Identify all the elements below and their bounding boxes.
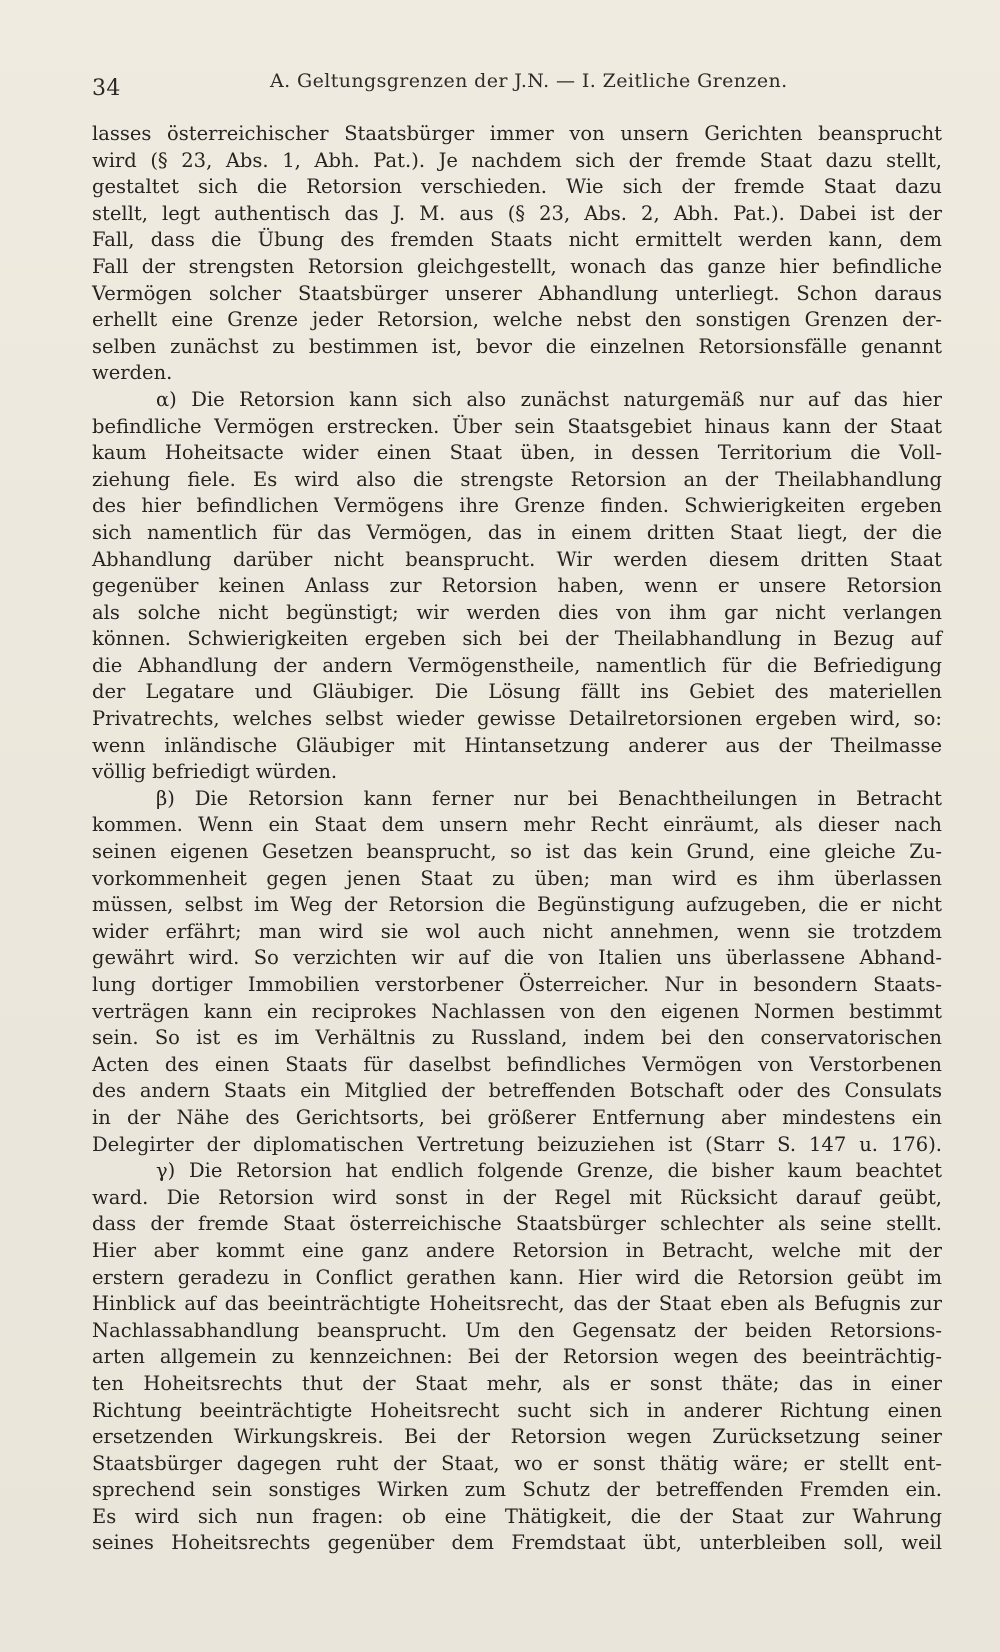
text-line: vorkommenheit gegen jenen Staat zu üben; man wird es ihm überlassen [92,866,942,890]
text-line: ziehung fiele. Es wird also die strengste Retorsion an der Theilabhandlung [92,467,942,491]
text-line: wenn inländische Gläubiger mit Hintansetzung anderer aus der Theilmasse [92,733,942,757]
text-line: des hier befindlichen Vermögens ihre Grenze finden. Schwierigkeiten ergeben [92,494,942,518]
text-line: kommen. Wenn ein Staat dem unsern mehr Recht einräumt, als dieser nach [92,813,942,837]
text-line: der Legatare und Gläubiger. Die Lösung fällt ins Gebiet des materiellen [92,680,942,704]
text-line: wird (§ 23, Abs. 1, Abh. Pat.). Je nachdem sich der fremde Staat dazu stellt, [92,148,942,172]
text-line: die Abhandlung der andern Vermögenstheile, namentlich für die Befriedigung [92,653,942,677]
text-line: Hier aber kommt eine ganz andere Retorsion in Betracht, welche mit der [92,1238,942,1262]
text-line: Abhandlung darüber nicht beansprucht. Wir werden diesem dritten Staat [92,547,942,571]
text-line: sein. So ist es im Verhältnis zu Russland, indem bei den conservatorischen [92,1026,942,1050]
paragraph-gamma-start: γ) Die Retorsion hat endlich folgende Grenze, die bisher kaum beachtet [156,1159,942,1183]
page-number: 34 [92,76,121,101]
running-head-title: A. Geltungsgrenzen der J.N. — I. Zeitliche Grenzen. [270,70,788,92]
text-line: gewährt wird. So verzichten wir auf die von Italien uns überlassene Abhand- [92,946,942,970]
text-line: lung dortiger Immobilien verstorbener Österreicher. Nur in besondern Staats- [92,973,942,996]
text-line: Vermögen solcher Staatsbürger unserer Abhandlung unterliegt. Schon daraus [92,281,942,305]
text-line: stellt, legt authentisch das J. M. aus (§ 23, Abs. 2, Abh. Pat.). Dabei ist der [92,201,942,225]
text-line [92,1557,942,1584]
text-line: befindliche Vermögen erstrecken. Über sein Staatsgebiet hinaus kann der Staat [92,414,942,438]
text-line: wider erfährt; man wird sie wol auch nicht annehmen, wenn sie trotzdem [92,919,942,943]
text-line: Privatrechts, welches selbst wieder gewisse Detailretorsionen ergeben wird, so: [92,707,942,731]
text-line: Staatsbürger dagegen ruht der Staat, wo er sonst thätig wäre; er stellt ent- [92,1451,942,1475]
text-line: kaum Hoheitsacte wider einen Staat üben, in dessen Territorium die Voll- [92,441,942,465]
text-line: ersetzenden Wirkungskreis. Bei der Retorsion wegen Zurücksetzung seiner [92,1425,942,1449]
text-line: Acten des einen Staats für daselbst befindliches Vermögen von Verstorbenen [92,1052,942,1076]
text-line: seinen eigenen Gesetzen beansprucht, so ist das kein Grund, eine gleiche Zu- [92,840,942,864]
text-line: Es wird sich nun fragen: ob eine Thätigkeit, die der Staat zur Wahrung [92,1504,942,1528]
text-line: sprechend sein sonstiges Wirken zum Schutz der betreffenden Fremden ein. [92,1478,942,1502]
text-line: dass der fremde Staat österreichische Staatsbürger schlechter als seine stellt. [92,1212,942,1236]
paragraph-beta-start: β) Die Retorsion kann ferner nur bei Benachtheilungen in Betracht [156,786,942,810]
text-line: in der Nähe des Gerichtsorts, bei größerer Entfernung aber mindestens ein [92,1105,942,1129]
text-line: lasses österreichischer Staatsbürger immer von unsern Gerichten beansprucht [92,122,942,145]
text-line: völlig befriedigt würden. [92,760,338,784]
text-line: Richtung beeinträchtigte Hoheitsrecht sucht sich in anderer Richtung einen [92,1398,942,1422]
text-line: Fall, dass die Übung des fremden Staats nicht ermittelt werden kann, dem [92,228,942,252]
text-line: selben zunächst zu bestimmen ist, bevor die einzelnen Retorsionsfälle genannt [92,334,942,358]
text-line: arten allgemein zu kennzeichnen: Bei der Retorsion wegen des beeinträchtig- [92,1345,942,1369]
text-line: gestaltet sich die Retorsion verschieden. Wie sich der fremde Staat dazu [92,175,942,199]
text-line: des andern Staats ein Mitglied der betreffenden Botschaft oder des Consulats [92,1079,942,1103]
paragraph-alpha-start: α) Die Retorsion kann sich also zunächst naturgemäß nur auf das hier [156,387,942,411]
text-line: Nachlassabhandlung beansprucht. Um den Gegensatz der beiden Retorsions- [92,1318,942,1342]
text-line: Hinblick auf das beeinträchtigte Hoheitsrecht, das der Staat eben als Befugnis zur [92,1292,942,1316]
text-line: verträgen kann ein reciprokes Nachlassen von den eigenen Normen bestimmt [92,999,942,1023]
text-line: ten Hoheitsrechts thut der Staat mehr, als er sonst thäte; das in einer [92,1371,942,1395]
running-head [92,70,902,106]
text-line: können. Schwierigkeiten ergeben sich bei der Theilabhandlung in Bezug auf [92,627,942,651]
text-line: seines Hoheitsrechts gegenüber dem Fremdstaat übt, unterbleiben soll, weil [92,1531,942,1555]
text-line: als solche nicht begünstigt; wir werden dies von ihm gar nicht verlangen [92,600,942,624]
text-line: sich namentlich für das Vermögen, das in einem dritten Staat liegt, der die [92,520,942,544]
text-line: müssen, selbst im Weg der Retorsion die Begünstigung aufzugeben, die er nicht [92,893,942,917]
text-line: Fall der strengsten Retorsion gleichgestellt, wonach das ganze hier befindliche [92,254,942,278]
text-line: gegenüber keinen Anlass zur Retorsion haben, wenn er unsere Retorsion [92,574,942,598]
text-line: Delegirter der diplomatischen Vertretung beizuziehen ist (Starr S. 147 u. 176). [92,1132,942,1156]
text-line: werden. [92,361,173,385]
text-line: ward. Die Retorsion wird sonst in der Regel mit Rücksicht darauf geübt, [92,1185,942,1209]
text-line: erstern geradezu in Conflict gerathen kann. Hier wird die Retorsion geübt im [92,1265,942,1289]
text-line: erhellt eine Grenze jeder Retorsion, welche nebst den sonstigen Grenzen der- [92,308,942,332]
body-text [92,121,942,1584]
